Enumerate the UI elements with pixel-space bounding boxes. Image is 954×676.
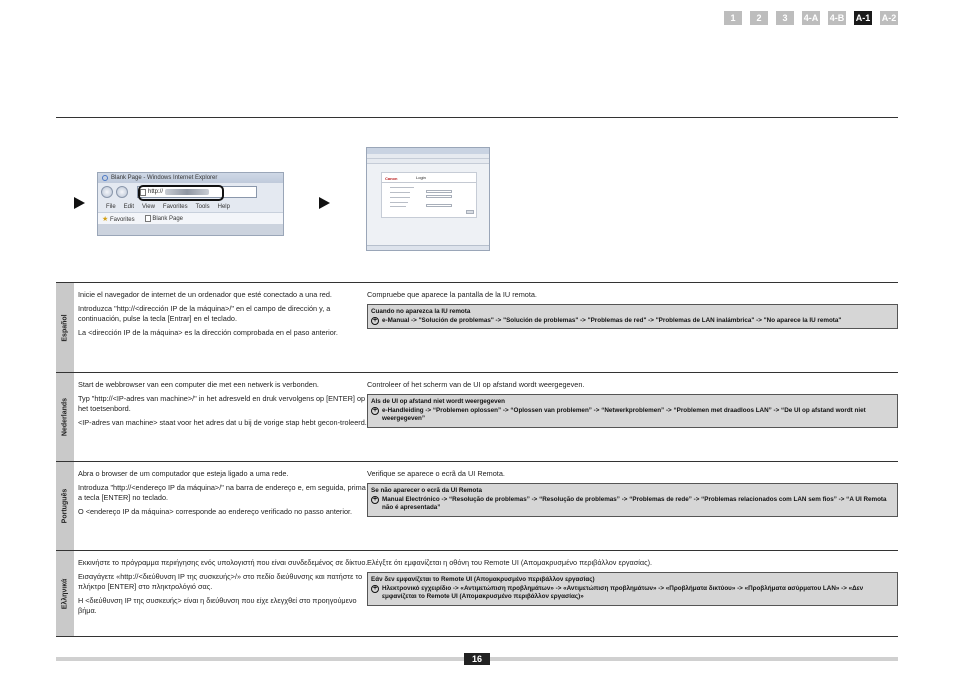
troubleshooting-path: Manual Electrónico -> “Resolução de problemas” -> “Resolução de problemas” -> “Problemas de rede” -> “Problemas relacionados com LAN sem fios” -> “A UI Remota não é apresentada” — [382, 496, 887, 512]
troubleshooting-path: e-Manual -> "Solución de problemas" -> "Solución de problemas" -> "Problemas de red" -> "Problemas de LAN inalámbrica" -> "No aparece la IU remota" — [382, 317, 842, 325]
section-espanol — [56, 282, 898, 372]
browser-screenshot — [97, 172, 284, 236]
step-arrow-icon — [74, 197, 85, 209]
menu-edit: Edit — [123, 203, 135, 210]
menu-view: View — [142, 203, 155, 210]
instruction-text: Εκκινήστε το πρόγραμμα περιήγησης ενός υπολογιστή που είναι συνδεδεμένος σε δίκτυο. — [78, 558, 368, 567]
page-icon — [145, 215, 151, 222]
instruction-text: Εισαγάγετε «http://<διεύθυνση IP της συσκευής>/» στο πεδίο διεύθυνσης και πατήστε το πλήκτρο [ENTER] στο πληκτρολόγιό σας. — [78, 571, 363, 591]
step-arrow-icon — [319, 197, 330, 209]
troubleshooting-title: Se não aparecer o ecrã da UI Remota — [371, 487, 482, 494]
address-highlight — [138, 185, 224, 201]
result-panel — [367, 290, 898, 329]
remote-ui-login-page — [381, 172, 477, 218]
remote-ui-field — [426, 204, 452, 207]
result-text: Ελέγξτε ότι εμφανίζεται η οθόνη του Remote UI (Απομακρυσμένο περιβάλλον εργασίας). — [367, 558, 653, 567]
result-text: Controleer of het scherm van de UI op afstand wordt weergegeven. — [367, 380, 585, 389]
remote-ui-field — [426, 190, 452, 193]
troubleshooting-box — [367, 572, 898, 606]
troubleshooting-title: Cuando no aparezca la IU remota — [371, 308, 471, 315]
reference-plus-icon: + — [372, 585, 378, 593]
browser-window-title: Blank Page - Windows Internet Explorer — [111, 175, 218, 181]
instructions — [78, 469, 368, 520]
chapter-tabs — [724, 11, 898, 25]
section-nederlands — [56, 372, 898, 461]
instruction-text: <IP-adres van machine> staat voor het adres dat u bij de vorige stap hebt gecon-troleerd. — [78, 417, 367, 427]
remote-ui-screenshot — [366, 147, 490, 251]
instruction-text: La <dirección IP de la máquina> es la dirección comprobada en el paso anterior. — [78, 327, 338, 337]
tab-a2[interactable]: A-2 — [881, 13, 897, 23]
back-icon — [101, 186, 113, 198]
language-tab: Ελληνικά — [56, 551, 74, 636]
instruction-text: O <endereço IP da máquina> corresponde ao endereço verificado no passo anterior. — [78, 506, 353, 516]
star-icon: ★ — [102, 215, 109, 223]
remote-ui-login-button — [466, 210, 474, 214]
troubleshooting-box — [367, 394, 898, 428]
menu-file: File — [106, 203, 116, 210]
instruction-text: Typ "http://<IP-adres van machine>/" in het adresveld en druk vervolgens op [ENTER] op het toetsenbord. — [78, 393, 366, 413]
instructions — [78, 558, 368, 620]
instruction-text: Start de webbrowser van een computer die met een netwerk is verbonden. — [78, 380, 319, 389]
instruction-text: Inicie el navegador de internet de un ordenador que esté conectado a una red. — [78, 290, 332, 299]
browser-tab-label: Blank Page — [152, 216, 184, 223]
troubleshooting-path: e-Handleiding -> “Problemen oplossen” -> “Oplossen van problemen” -> “Netwerkproblemen” -> “Problemen met draadloos LAN” -> “De UI op afstand wordt niet weergegeven” — [382, 407, 866, 423]
menu-favorites: Favorites — [162, 203, 188, 210]
section-portugues — [56, 461, 898, 550]
instruction-text: Introduza "http://<endereço IP da máquina>/" na barra de endereço e, em seguida, prima a tecla [ENTER] no teclado. — [78, 482, 366, 502]
tab-a1[interactable]: A-1 — [855, 13, 871, 23]
result-text: Compruebe que aparece la pantalla de la IU remota. — [367, 290, 537, 299]
tab-1[interactable]: 1 — [724, 11, 742, 25]
instructions — [78, 290, 368, 341]
forward-icon — [116, 186, 128, 198]
result-panel — [367, 380, 898, 428]
browser-content-area — [98, 224, 283, 236]
troubleshooting-box — [367, 304, 898, 329]
language-tab: Nederlands — [56, 373, 74, 461]
browser-menu-bar — [98, 201, 283, 212]
top-divider — [56, 117, 898, 118]
language-tab: Português — [56, 462, 74, 550]
favorites-label: Favorites — [109, 216, 135, 223]
menu-help: Help — [217, 203, 230, 210]
tab-3[interactable]: 3 — [776, 11, 794, 25]
reference-plus-icon: + — [372, 407, 378, 415]
result-panel — [367, 558, 898, 606]
page-number: 16 — [464, 653, 490, 665]
instruction-text: Abra o browser de um computador que esteja ligado a uma rede. — [78, 469, 289, 478]
remote-ui-field — [426, 195, 452, 198]
troubleshooting-box — [367, 483, 898, 517]
menu-tools: Tools — [195, 203, 210, 210]
browser-title-bar — [98, 173, 283, 183]
reference-plus-icon: + — [372, 496, 378, 504]
address-text: http:// — [148, 189, 164, 195]
section-ellinika — [56, 550, 898, 636]
instructions — [78, 380, 368, 431]
instruction-text: Introduzca "http://<dirección IP de la máquina>/" en el campo de dirección y, a continuación, pulse la tecla [Entrar] en el teclado. — [78, 303, 331, 323]
remote-ui-title: Login — [416, 175, 426, 180]
troubleshooting-title: Εάν δεν εμφανίζεται το Remote UI (Απομακρυσμένο περιβάλλον εργασίας) — [371, 576, 595, 583]
favorites-bar — [98, 212, 283, 224]
result-text: Verifique se aparece o ecrã da UI Remota. — [367, 469, 505, 478]
bottom-divider — [56, 636, 898, 637]
result-panel — [367, 469, 898, 517]
ie-icon — [102, 175, 108, 181]
instruction-text: Η <διεύθυνση IP της συσκευής> είναι η διεύθυνση που είχε ελεγχθεί στο προηγούμενο βήμα. — [78, 595, 357, 615]
reference-plus-icon: + — [372, 317, 378, 325]
troubleshooting-title: Als de UI op afstand niet wordt weergegeven — [371, 398, 506, 405]
tab-4a[interactable]: 4-A — [803, 13, 819, 23]
tab-4b[interactable]: 4-B — [829, 13, 845, 23]
troubleshooting-path: Ηλεκτρονικό εγχειρίδιο -> «Αντιμετώπιση προβλημάτων» -> «Αντιμετώπιση προβλημάτων» -> «Προβλήματα δικτύου» -> «Προβλήματα ασύρματου LAN» -> «Δεν εμφανίζεται το Remote UI (Απομακρυσμένο περιβάλλον εργασίας)» — [382, 585, 864, 601]
remote-ui-logo: Canon — [385, 176, 398, 181]
tab-2[interactable]: 2 — [750, 11, 768, 25]
language-tab: Español — [56, 283, 74, 372]
